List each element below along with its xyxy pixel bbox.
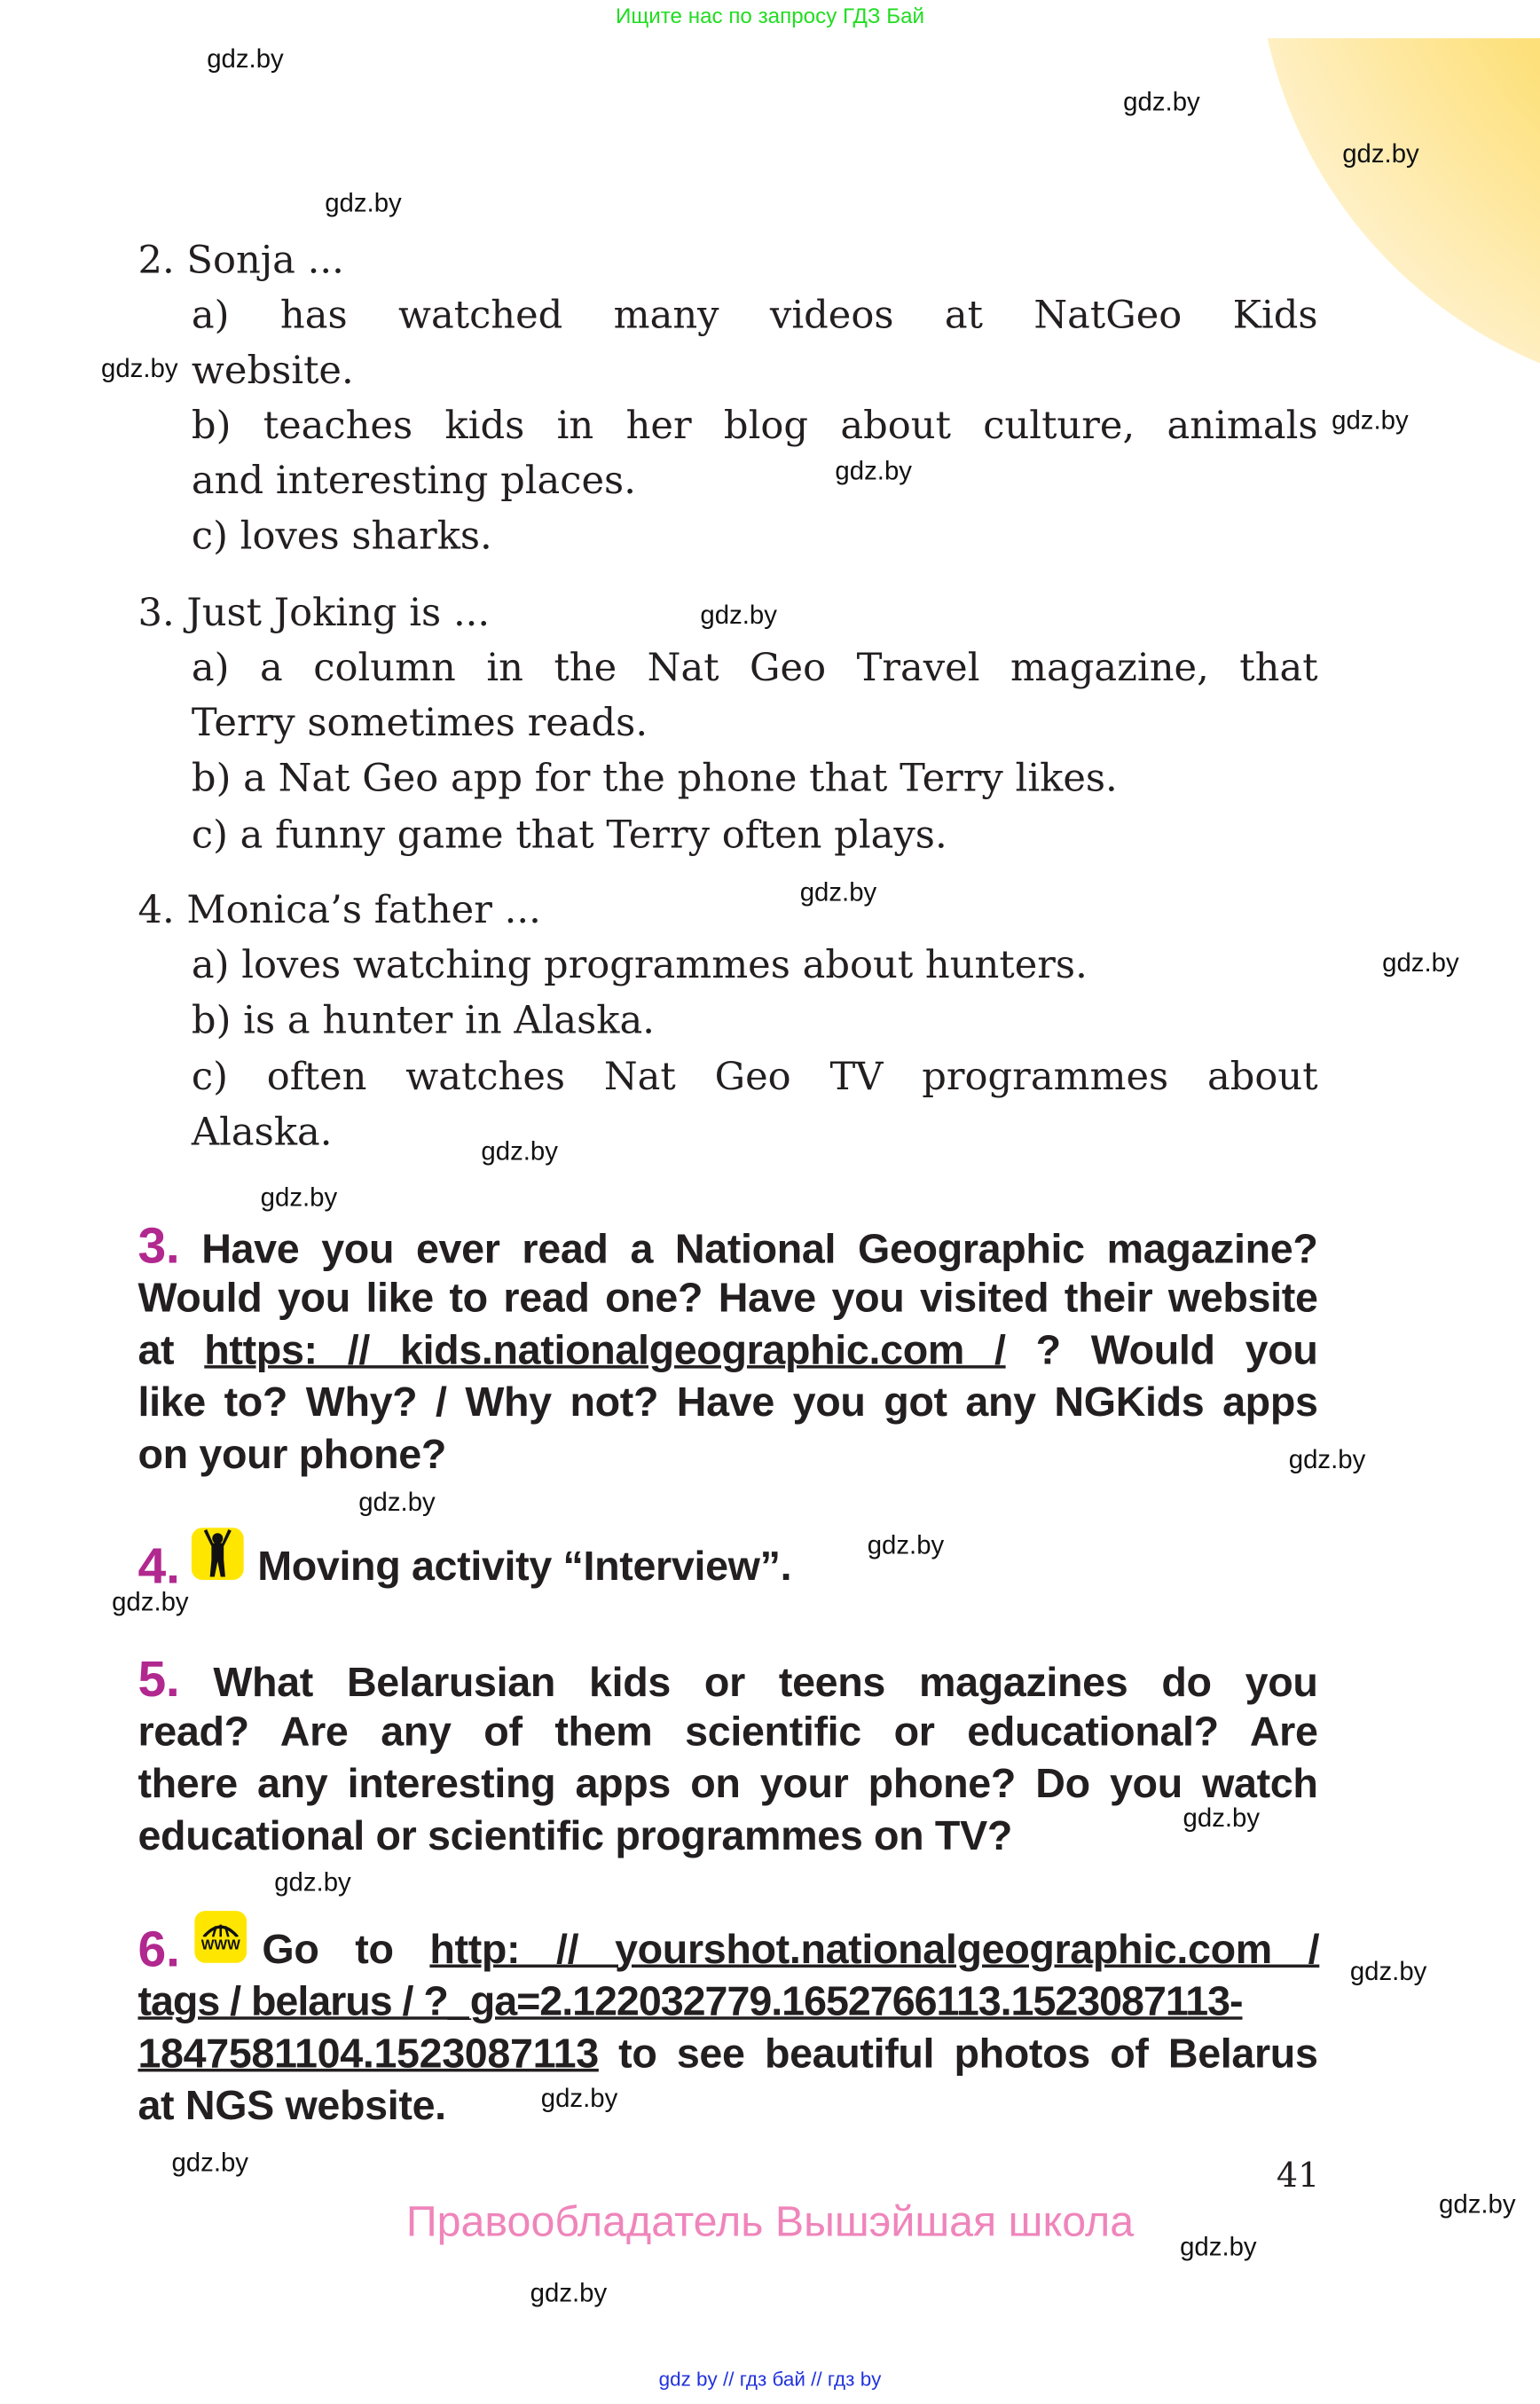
- watermark: gdz.by: [1342, 139, 1419, 169]
- watermark: gdz.by: [171, 2148, 249, 2178]
- top-banner[interactable]: Ищите нас по запросу ГДЗ Бай: [615, 3, 925, 28]
- www-globe-icon: [194, 1911, 247, 1963]
- exercise-3-line-5: on your phone?: [138, 1431, 446, 1478]
- exercise-3-line-4: like to? Why? / Why not? Have you got any NGKids apps: [138, 1379, 1318, 1426]
- quiz-2-option-b-cont: and interesting places.: [191, 458, 636, 503]
- exercise-3-text: Have you ever read a National Geographic magazine?: [201, 1225, 1318, 1272]
- kids-natgeo-link[interactable]: https: // kids.nationalgeographic.com /: [204, 1326, 1006, 1373]
- quiz-2-stem: 2. Sonja ...: [138, 237, 344, 282]
- exercise-4-number-text: 4.: [138, 1536, 181, 1594]
- watermark: gdz.by: [540, 2084, 618, 2114]
- yourshot-link-end[interactable]: 1847581104.1523087113: [138, 2030, 599, 2077]
- exercise-6-number: [138, 1921, 180, 1976]
- watermark: gdz.by: [325, 188, 402, 218]
- exercise-5-line-2: read? Are any of them scientific or educational? Are: [138, 1709, 1318, 1755]
- exercise-4-number: [138, 1538, 180, 1593]
- quiz-4-option-b: b) is a hunter in Alaska.: [191, 997, 655, 1042]
- exercise-6-line-2: [138, 1974, 1242, 2029]
- watermark: gdz.by: [1439, 2189, 1516, 2219]
- exercise-5-number: 5.: [138, 1650, 180, 1708]
- quiz-3-option-b: b) a Nat Geo app for the phone that Terry likes.: [191, 755, 1118, 800]
- watermark: gdz.by: [799, 877, 877, 907]
- quiz-4-option-c-cont: Alaska.: [191, 1109, 333, 1154]
- exercise-6-line-1: [262, 1921, 1319, 1976]
- watermark: gdz.by: [867, 1530, 945, 1560]
- exercise-5-line-3: there any interesting apps on your phone? Do you watch: [138, 1760, 1318, 1807]
- watermark: gdz.by: [207, 44, 284, 74]
- quiz-2-option-c: c) loves sharks.: [191, 513, 492, 558]
- watermark: gdz.by: [1180, 2232, 1257, 2262]
- copyright-notice: Правообладатель Вышэйшая школа: [405, 2197, 1135, 2245]
- watermark: gdz.by: [112, 1587, 189, 1617]
- watermark: gdz.by: [101, 354, 178, 383]
- exercise-6-text: Go to: [262, 1926, 430, 1973]
- watermark: gdz.by: [260, 1182, 338, 1213]
- yourshot-link-cont[interactable]: tags / belarus / ?_ga=2.122032779.1652766113.1523087113-: [138, 1978, 1243, 2024]
- quiz-3-option-a: a) a column in the Nat Geo Travel magazine, that: [191, 645, 1318, 690]
- page-number: 41: [1276, 2157, 1320, 2196]
- watermark: gdz.by: [1182, 1803, 1261, 1833]
- exercise-5-line-1: [138, 1652, 1317, 1707]
- watermark: gdz.by: [1382, 948, 1459, 978]
- watermark: gdz.by: [1288, 1444, 1366, 1474]
- watermark: gdz.by: [530, 2278, 608, 2308]
- exercise-3-line-1: [138, 1218, 1317, 1273]
- quiz-4-option-c: c) often watches Nat Geo TV programmes about: [191, 1054, 1318, 1099]
- watermark: gdz.by: [1123, 87, 1200, 117]
- www-icon-label: WWW: [200, 1936, 240, 1952]
- exercise-3-number: 3.: [138, 1216, 180, 1274]
- yourshot-link[interactable]: http: // yourshot.nationalgeographic.com /: [429, 1926, 1320, 1973]
- exercise-5-text: What Belarusian kids or teens magazines do you: [213, 1659, 1318, 1706]
- moving-activity-person-icon: [192, 1528, 244, 1580]
- exercise-3-text: ? Would you: [1005, 1326, 1318, 1373]
- watermark: gdz.by: [274, 1867, 351, 1897]
- quiz-2-option-b: b) teaches kids in her blog about culture, animals: [191, 403, 1318, 448]
- exercise-6-line-4: at NGS website.: [138, 2082, 446, 2129]
- watermark: gdz.by: [1332, 405, 1409, 436]
- exercise-3-line-2: Would you like to read one? Have you visited their website: [138, 1275, 1318, 1322]
- exercise-6-number-text: 6.: [138, 1920, 181, 1977]
- quiz-2-option-a: a) has watched many videos at NatGeo Kids: [191, 292, 1318, 338]
- quiz-4-option-a: a) loves watching programmes about hunters.: [191, 942, 1088, 987]
- watermark: gdz.by: [358, 1488, 436, 1518]
- watermark: gdz.by: [1349, 1956, 1427, 1986]
- exercise-6-line-3: [138, 2026, 1317, 2081]
- quiz-3-option-c: c) a funny game that Terry often plays.: [191, 812, 947, 857]
- exercise-5-line-4: educational or scientific programmes on TV?: [138, 1812, 1013, 1859]
- exercise-3-line-3: [138, 1323, 1317, 1378]
- exercise-6-text: to see beautiful photos of Belarus: [598, 2030, 1318, 2077]
- quiz-3-option-a-cont: Terry sometimes reads.: [191, 700, 648, 745]
- watermark: gdz.by: [835, 456, 912, 486]
- exercise-4-text: Moving activity “Interview”.: [257, 1543, 792, 1590]
- quiz-3-stem: 3. Just Joking is ...: [138, 590, 491, 635]
- quiz-4-stem: 4. Monica’s father ...: [138, 887, 541, 932]
- footer-links[interactable]: gdz by // гдз бай // гдз by: [658, 2367, 882, 2391]
- exercise-3-text: at: [138, 1326, 205, 1373]
- watermark: gdz.by: [700, 601, 777, 630]
- quiz-2-option-a-cont: website.: [191, 348, 354, 393]
- watermark: gdz.by: [481, 1136, 558, 1167]
